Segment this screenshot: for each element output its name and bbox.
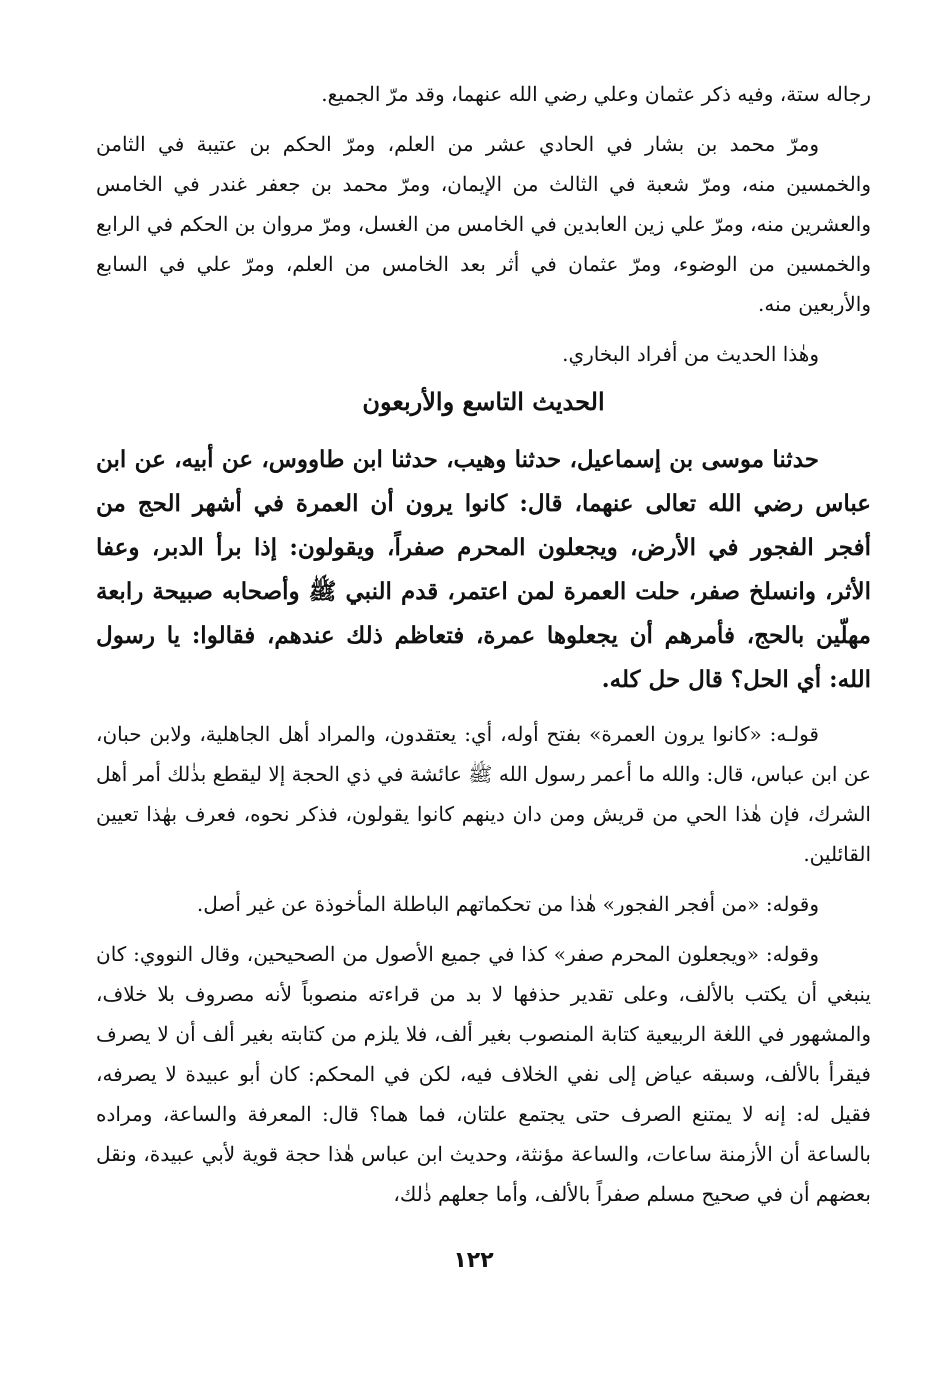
paragraph-narrators-count: رجاله ستة، وفيه ذكر عثمان وعلي رضي الله عنهما، وقد مرّ الجميع. xyxy=(321,82,871,106)
page-number: ١٢٢ xyxy=(453,1248,494,1273)
page-body xyxy=(96,74,871,1214)
hadith-text: حدثنا موسى بن إسماعيل، حدثنا وهيب، حدثنا ابن طاووس، عن أبيه، عن ابن عباس رضي الله تعالى عنهما، قال: كانوا يرون أن العمرة في أشهر الحج من أفجر الفجور في الأرض، ويجعلون المحرم صفراً، ويقولون: إذا برأ الدبر، وعفا الأثر، وانسلخ صفر، حلت العمرة لمن اعتمر، قدم النبي ﷺ وأصحابه صبيحة رابعة مهلّين بالحج، فأمرهم أن يجعلوها عمرة، فتعاظم ذلك عندهم، فقالوا: يا رسول الله: أي الحل؟ قال حل كله. xyxy=(96,446,871,693)
paragraph-narrators-references: ومرّ محمد بن بشار في الحادي عشر من العلم، ومرّ الحكم بن عتيبة في الثامن والخمسين منه، ومرّ شعبة في الثالث من الإيمان، ومرّ محمد بن جعفر غندر في الخامس والعشرين منه، ومرّ علي زين العابدين في الخامس من الغسل، ومرّ مروان بن الحكم في الرابع والخمسين من الوضوء، ومرّ عثمان في أثر بعد الخامس من العلم، ومرّ علي في السابع والأربعين منه. xyxy=(96,132,871,316)
commentary-paragraph-2: وقوله: «من أفجر الفجور» هٰذا من تحكماتهم الباطلة المأخوذة عن غير أصل. xyxy=(196,892,819,916)
paragraph-afrad-note: وهٰذا الحديث من أفراد البخاري. xyxy=(562,342,819,366)
commentary-paragraph-3: وقوله: «ويجعلون المحرم صفر» كذا في جميع الأصول من الصحيحين، وقال النووي: كان ينبغي أن يكتب بالألف، وعلى تقدير حذفها لا بد من قراءته منصوباً لأنه مصروف بلا خلاف، والمشهور في اللغة الربيعية كتابة المنصوب بغير ألف، فلا يلزم من كتابته بغير ألف أن لا يصرف فيقرأ بالألف، وسبقه عياض إلى نفي الخلاف فيه، لكن في المحكم: كان أبو عبيدة لا يصرفه، فقيل له: إنه لا يمتنع الصرف حتى يجتمع علتان، فما هما؟ قال: المعرفة والساعة، ومراده بالساعة أن الأزمنة ساعات، والساعة مؤنثة، وحديث ابن عباس هٰذا حجة قوية لأبي عبيدة، ونقل بعضهم أن في صحيح مسلم صفراً بالألف، وأما جعلهم ذٰلك، xyxy=(96,942,871,1206)
commentary-paragraph-1: قولـه: «كانوا يرون العمرة» بفتح أوله، أي: يعتقدون، والمراد أهل الجاهلية، ولابن حبان، عن ابن عباس، قال: والله ما أعمر رسول الله ﷺ عائشة في ذي الحجة إلا ليقطع بذٰلك أمر أهل الشرك، فإن هٰذا الحي من قريش ومن دان دينهم كانوا يقولون، فذكر نحوه، فعرف بهٰذا تعيين القائلين. xyxy=(96,722,871,866)
hadith-heading: الحديث التاسع والأربعون xyxy=(362,387,605,416)
